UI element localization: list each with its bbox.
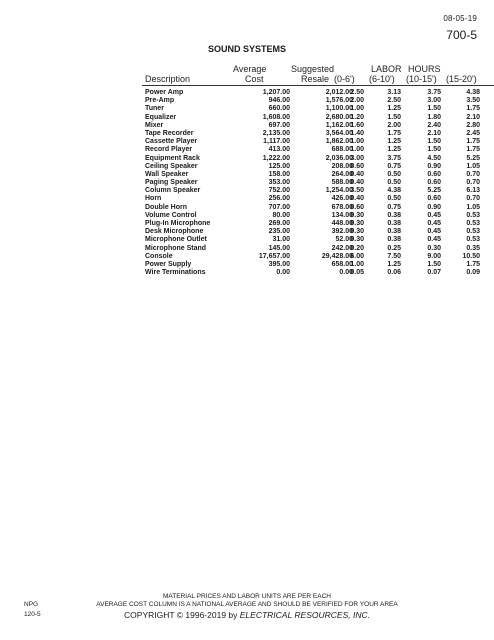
table-row bbox=[0, 253, 494, 261]
row-description: Record Player bbox=[145, 146, 193, 154]
table-row bbox=[0, 187, 494, 195]
row-hours-6-10: 0.38 bbox=[387, 220, 401, 227]
table-row bbox=[0, 146, 494, 154]
footer-note-units: MATERIAL PRICES AND LABOR UNITS ARE PER EACH bbox=[163, 593, 331, 600]
row-hours-15-20: 2.45 bbox=[466, 129, 480, 137]
row-suggested-resale: 52.00 bbox=[335, 236, 353, 244]
row-average-cost: 2,135.00 bbox=[262, 129, 290, 137]
copyright-company: ELECTRICAL RESOURCES, INC. bbox=[239, 610, 370, 620]
row-hours-6-10: 0.75 bbox=[387, 162, 401, 170]
row-hours-15-20: 3.50 bbox=[466, 97, 480, 105]
row-suggested-resale: 2,680.00 bbox=[325, 113, 353, 121]
row-average-cost: 17,657.00 bbox=[258, 252, 290, 260]
row-hours-6-10: 0.38 bbox=[387, 228, 401, 236]
row-average-cost: 1,117.00 bbox=[263, 138, 290, 146]
table-row bbox=[0, 245, 494, 253]
row-hours-10-15: 1.80 bbox=[427, 113, 441, 121]
row-hours-0-6: 0.60 bbox=[350, 203, 364, 211]
row-hours-10-15: 2.10 bbox=[427, 129, 441, 137]
row-description: Wire Terminations bbox=[145, 269, 206, 277]
row-hours-6-10: 0.38 bbox=[387, 236, 401, 244]
col-header-labor: LABOR bbox=[371, 64, 402, 74]
row-description: Ceiling Speaker bbox=[145, 162, 198, 170]
row-hours-10-15: 0.60 bbox=[427, 179, 441, 187]
row-suggested-resale: 1,576.00 bbox=[325, 97, 353, 105]
table-row bbox=[0, 114, 494, 122]
row-hours-0-6: 0.05 bbox=[350, 269, 364, 277]
row-description: Horn bbox=[145, 195, 162, 203]
col-header-suggested: Suggested bbox=[291, 64, 335, 74]
row-average-cost: 145.00 bbox=[268, 244, 290, 252]
row-hours-0-6: 2.50 bbox=[350, 89, 364, 96]
row-hours-0-6: 1.00 bbox=[350, 138, 364, 146]
row-hours-0-6: 1.00 bbox=[350, 260, 364, 268]
row-hours-6-10: 1.50 bbox=[387, 113, 401, 121]
row-description: Plug-In Microphone bbox=[145, 220, 211, 227]
row-hours-10-15: 1.50 bbox=[427, 146, 441, 154]
col-header-description: Description bbox=[145, 74, 191, 84]
row-suggested-resale: 1,254.00 bbox=[325, 187, 353, 195]
row-hours-0-6: 2.00 bbox=[350, 97, 364, 105]
col-header-resale: Resale bbox=[301, 74, 330, 84]
row-suggested-resale: 1,100.00 bbox=[325, 105, 353, 113]
row-hours-15-20: 2.10 bbox=[466, 113, 480, 121]
row-hours-10-15: 0.45 bbox=[427, 228, 441, 236]
row-hours-0-6: 0.30 bbox=[350, 211, 364, 219]
row-hours-10-15: 1.50 bbox=[427, 105, 441, 113]
row-hours-10-15: 3.00 bbox=[427, 97, 441, 105]
row-hours-15-20: 1.05 bbox=[466, 203, 480, 211]
row-hours-6-10: 0.50 bbox=[387, 195, 401, 203]
row-hours-10-15: 0.60 bbox=[427, 195, 441, 203]
row-hours-0-6: 6.00 bbox=[350, 252, 364, 260]
revision-date: 08-05-19 bbox=[443, 14, 477, 23]
row-suggested-resale: 134.00 bbox=[331, 211, 353, 219]
row-average-cost: 0.00 bbox=[276, 269, 290, 277]
page-number: 700-5 bbox=[446, 28, 477, 42]
row-description: Column Speaker bbox=[145, 187, 201, 195]
row-suggested-resale: 29,428.00 bbox=[321, 252, 353, 260]
table-row bbox=[0, 261, 494, 269]
row-hours-6-10: 0.75 bbox=[387, 203, 401, 211]
row-average-cost: 235.00 bbox=[268, 228, 290, 236]
row-suggested-resale: 208.00 bbox=[331, 162, 353, 170]
row-description: Mixer bbox=[145, 121, 164, 129]
row-hours-0-6: 1.60 bbox=[350, 121, 364, 129]
row-average-cost: 158.00 bbox=[268, 170, 290, 178]
row-suggested-resale: 426.00 bbox=[331, 195, 353, 203]
col-header-hours-6-10: (6-10') bbox=[369, 74, 395, 84]
row-suggested-resale: 1,862.00 bbox=[325, 138, 353, 146]
row-hours-10-15: 0.30 bbox=[427, 244, 441, 252]
table-row bbox=[0, 228, 494, 236]
row-hours-6-10: 1.25 bbox=[387, 105, 401, 113]
row-suggested-resale: 688.00 bbox=[331, 146, 353, 154]
table-row bbox=[0, 163, 494, 171]
row-hours-6-10: 0.50 bbox=[387, 179, 401, 187]
row-hours-15-20: 1.75 bbox=[466, 260, 480, 268]
row-description: Tape Recorder bbox=[145, 129, 194, 137]
row-hours-10-15: 0.90 bbox=[427, 203, 441, 211]
row-description: Wall Speaker bbox=[145, 170, 189, 178]
row-hours-6-10: 2.50 bbox=[387, 97, 401, 105]
row-description: Microphone Outlet bbox=[145, 236, 207, 244]
row-description: Equalizer bbox=[145, 113, 177, 121]
row-hours-6-10: 3.13 bbox=[387, 89, 401, 96]
copyright-line bbox=[0, 610, 494, 620]
row-average-cost: 707.00 bbox=[268, 203, 290, 211]
row-hours-6-10: 0.38 bbox=[387, 211, 401, 219]
row-hours-10-15: 1.50 bbox=[427, 260, 441, 268]
table-row bbox=[0, 122, 494, 130]
row-average-cost: 395.00 bbox=[268, 260, 290, 268]
table-row bbox=[0, 269, 494, 277]
table-row bbox=[0, 171, 494, 179]
row-hours-0-6: 0.40 bbox=[350, 195, 364, 203]
row-hours-10-15: 9.00 bbox=[427, 252, 441, 260]
row-average-cost: 31.00 bbox=[272, 236, 290, 244]
row-hours-6-10: 3.75 bbox=[387, 154, 401, 162]
row-hours-15-20: 0.35 bbox=[466, 244, 480, 252]
section-title: SOUND SYSTEMS bbox=[207, 44, 286, 54]
row-hours-15-20: 6.13 bbox=[466, 187, 480, 195]
row-hours-10-15: 0.60 bbox=[427, 170, 441, 178]
row-average-cost: 1,207.00 bbox=[262, 89, 290, 96]
row-description: Equipment Rack bbox=[145, 154, 200, 162]
row-hours-10-15: 0.45 bbox=[427, 236, 441, 244]
row-hours-0-6: 1.20 bbox=[350, 113, 364, 121]
row-description: Desk Microphone bbox=[145, 228, 204, 236]
row-hours-0-6: 0.30 bbox=[350, 220, 364, 227]
row-hours-15-20: 1.75 bbox=[466, 146, 480, 154]
row-hours-0-6: 0.40 bbox=[350, 170, 364, 178]
row-hours-0-6: 0.60 bbox=[350, 162, 364, 170]
row-hours-10-15: 0.07 bbox=[427, 269, 441, 277]
row-hours-6-10: 4.38 bbox=[387, 187, 401, 195]
row-hours-15-20: 0.70 bbox=[466, 195, 480, 203]
row-hours-10-15: 4.50 bbox=[427, 154, 441, 162]
row-hours-10-15: 0.45 bbox=[427, 220, 441, 227]
col-header-hours-0-6: (0-6') bbox=[334, 74, 355, 84]
row-hours-10-15: 1.50 bbox=[427, 138, 441, 146]
row-hours-0-6: 3.50 bbox=[350, 187, 364, 195]
row-hours-0-6: 1.00 bbox=[350, 105, 364, 113]
row-hours-6-10: 1.25 bbox=[387, 146, 401, 154]
row-hours-15-20: 10.50 bbox=[462, 252, 480, 260]
row-average-cost: 1,222.00 bbox=[262, 154, 290, 162]
row-hours-6-10: 2.00 bbox=[387, 121, 401, 129]
footer-note-average: AVERAGE COST COLUMN IS A NATIONAL AVERAGE AND SHOULD BE VERIFIED FOR YOUR AREA bbox=[96, 601, 398, 608]
row-average-cost: 413.00 bbox=[268, 146, 290, 154]
row-suggested-resale: 1,162.00 bbox=[325, 121, 353, 129]
table-row bbox=[0, 212, 494, 220]
row-hours-10-15: 0.90 bbox=[427, 162, 441, 170]
row-average-cost: 353.00 bbox=[268, 179, 290, 187]
row-suggested-resale: 678.00 bbox=[331, 203, 353, 211]
table-row bbox=[0, 155, 494, 163]
row-description: Console bbox=[145, 252, 173, 260]
row-suggested-resale: 2,012.00 bbox=[325, 89, 353, 96]
col-header-hours: HOURS bbox=[408, 64, 441, 74]
row-hours-6-10: 0.06 bbox=[387, 269, 401, 277]
table-row bbox=[0, 138, 494, 146]
row-hours-6-10: 1.25 bbox=[387, 260, 401, 268]
publisher-code: NPG bbox=[24, 601, 39, 608]
row-average-cost: 256.00 bbox=[268, 195, 290, 203]
table-row bbox=[0, 130, 494, 138]
table-row bbox=[0, 105, 494, 113]
row-hours-15-20: 1.05 bbox=[466, 162, 480, 170]
row-description: Paging Speaker bbox=[145, 179, 198, 187]
price-table-body bbox=[0, 89, 494, 277]
row-description: Tuner bbox=[145, 105, 164, 113]
table-row bbox=[0, 179, 494, 187]
row-hours-15-20: 1.75 bbox=[466, 138, 480, 146]
row-hours-15-20: 2.80 bbox=[466, 121, 480, 129]
row-hours-0-6: 0.30 bbox=[350, 228, 364, 236]
row-average-cost: 80.00 bbox=[272, 211, 290, 219]
row-average-cost: 660.00 bbox=[268, 105, 290, 113]
row-hours-15-20: 0.70 bbox=[466, 179, 480, 187]
row-average-cost: 1,608.00 bbox=[262, 113, 290, 121]
row-hours-15-20: 0.09 bbox=[466, 269, 480, 277]
row-hours-15-20: 0.70 bbox=[466, 170, 480, 178]
row-suggested-resale: 588.00 bbox=[331, 179, 353, 187]
row-description: Pre-Amp bbox=[145, 97, 175, 105]
row-hours-15-20: 0.53 bbox=[466, 220, 480, 227]
table-row bbox=[0, 204, 494, 212]
row-hours-0-6: 1.00 bbox=[350, 146, 364, 154]
row-average-cost: 752.00 bbox=[268, 187, 290, 195]
row-hours-10-15: 3.75 bbox=[427, 89, 441, 96]
row-average-cost: 269.00 bbox=[268, 220, 290, 227]
header-divider bbox=[142, 85, 494, 86]
row-description: Microphone Stand bbox=[145, 244, 207, 252]
row-hours-10-15: 5.25 bbox=[427, 187, 441, 195]
row-hours-0-6: 0.30 bbox=[350, 236, 364, 244]
table-row bbox=[0, 195, 494, 203]
row-suggested-resale: 2,036.00 bbox=[325, 154, 353, 162]
row-suggested-resale: 658.00 bbox=[331, 260, 353, 268]
row-hours-15-20: 1.75 bbox=[466, 105, 480, 113]
row-description: Double Horn bbox=[145, 203, 187, 211]
table-row bbox=[0, 236, 494, 244]
row-suggested-resale: 0.00 bbox=[339, 269, 353, 277]
col-header-hours-15-20: (15-20') bbox=[446, 74, 477, 84]
row-average-cost: 946.00 bbox=[268, 97, 290, 105]
table-row bbox=[0, 89, 494, 97]
row-hours-15-20: 0.53 bbox=[466, 236, 480, 244]
row-hours-15-20: 0.53 bbox=[466, 211, 480, 219]
row-suggested-resale: 264.00 bbox=[331, 170, 353, 178]
row-suggested-resale: 392.00 bbox=[331, 228, 353, 236]
row-suggested-resale: 448.00 bbox=[331, 220, 353, 227]
table-row bbox=[0, 97, 494, 105]
col-header-average: Average bbox=[233, 64, 267, 74]
row-hours-15-20: 4.38 bbox=[466, 89, 480, 96]
page-code: 120-5 bbox=[24, 611, 41, 618]
row-hours-0-6: 0.40 bbox=[350, 179, 364, 187]
row-hours-15-20: 5.25 bbox=[466, 154, 480, 162]
row-hours-6-10: 0.25 bbox=[387, 244, 401, 252]
row-average-cost: 697.00 bbox=[268, 121, 290, 129]
row-hours-6-10: 1.25 bbox=[387, 138, 401, 146]
row-suggested-resale: 3,564.00 bbox=[325, 129, 353, 137]
col-header-cost: Cost bbox=[245, 74, 264, 84]
row-hours-6-10: 0.50 bbox=[387, 170, 401, 178]
row-description: Power Supply bbox=[145, 260, 192, 268]
row-description: Cassette Player bbox=[145, 138, 198, 146]
row-hours-15-20: 0.53 bbox=[466, 228, 480, 236]
row-hours-0-6: 1.40 bbox=[350, 129, 364, 137]
row-hours-10-15: 2.40 bbox=[427, 121, 441, 129]
row-suggested-resale: 242.00 bbox=[331, 244, 353, 252]
row-description: Volume Control bbox=[145, 211, 197, 219]
row-hours-6-10: 7.50 bbox=[387, 252, 401, 260]
row-hours-6-10: 1.75 bbox=[387, 129, 401, 137]
row-description: Power Amp bbox=[145, 89, 184, 96]
row-hours-0-6: 3.00 bbox=[350, 154, 364, 162]
row-hours-0-6: 0.20 bbox=[350, 244, 364, 252]
table-row bbox=[0, 220, 494, 228]
row-average-cost: 125.00 bbox=[268, 162, 290, 170]
col-header-hours-10-15: (10-15') bbox=[406, 74, 437, 84]
copyright-prefix: COPYRIGHT © 1996-2019 by bbox=[124, 610, 240, 620]
row-hours-10-15: 0.45 bbox=[427, 211, 441, 219]
